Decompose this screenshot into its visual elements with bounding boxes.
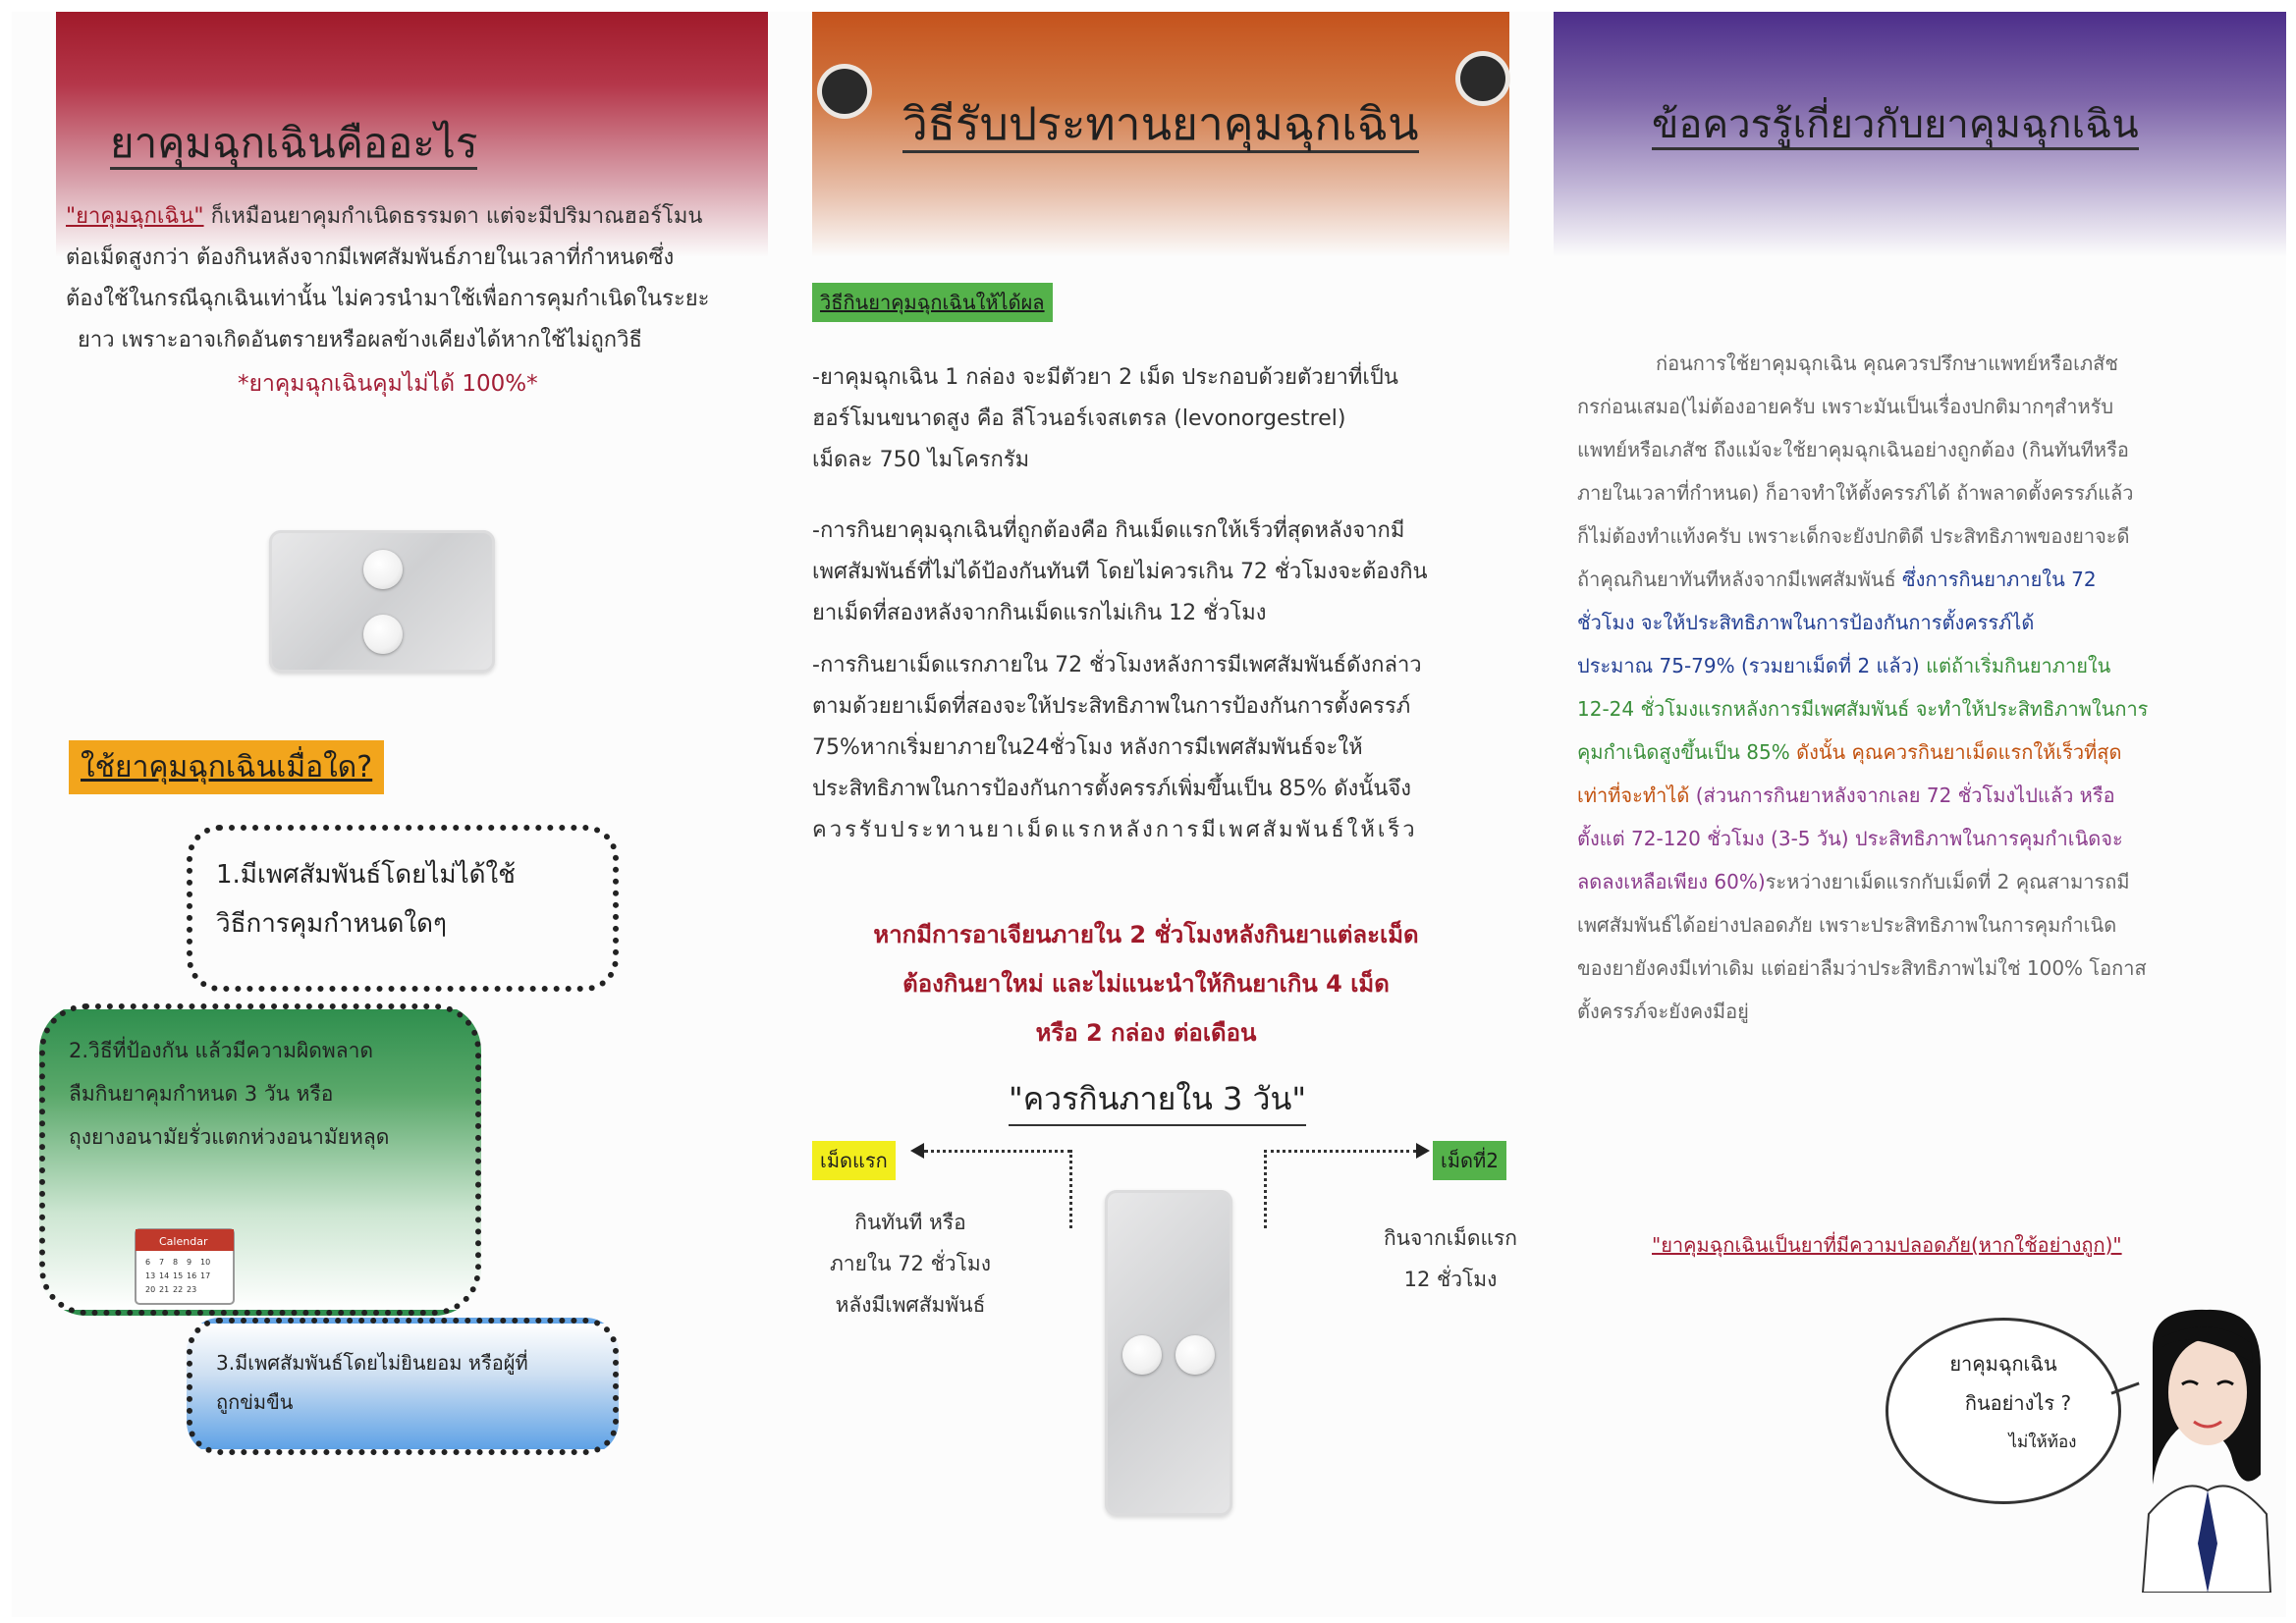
facts-segment: ก็ไม่ต้องทำแท้งครับ เพราะเด็กจะยังปกติดี ประสิทธิภาพของยาจะดี: [1577, 524, 2130, 548]
facts-line: [1577, 601, 2265, 644]
facts-line: [1577, 860, 2265, 903]
timing-paragraph: -การกินยาคุมฉุกเฉินที่ถูกต้องคือ กินเม็ดแรกให้เร็วที่สุดหลังจากมี เพศสัมพันธ์ที่ไม่ได้ป้องกันทันที โดยไม่ควรเกิน 72 ชั่วโมงจะต้องกิน ยาเม็ดที่สองหลังจากกินเม็ดแรกไม่เกิน 12 ชั่วโมง: [812, 518, 1428, 625]
calendar-label: Calendar: [159, 1235, 208, 1248]
facts-segment: ตั้งแต่ 72-120 ชั่วโมง (3-5 วัน) ประสิทธิภาพในการคุมกำเนิดจะ: [1577, 827, 2123, 850]
intro-line-4: ยาว เพราะอาจเกิดอันตรายหรือผลข้างเคียงได้หากใช้ไม่ถูกวิธี: [78, 328, 642, 352]
calendar-icon: [130, 1219, 247, 1310]
svg-text:20: 20: [145, 1285, 156, 1294]
facts-segment: (ส่วนการกินยาหลังจากเลย 72 ชั่วโมงไปแล้ว หรือ: [1695, 784, 2115, 807]
panel2-title: วิธีรับประทานยาคุมฉุกเฉิน: [902, 98, 1419, 153]
facts-line: [1577, 817, 2265, 860]
case-card-2: 2.วิธีที่ป้องกัน แล้วมีความผิดพลาด ลืมกินยาคุมกำหนด 3 วัน หรือ ถุงยางอนามัยรั่วแตกห่วงอนามัยหลุด: [39, 1003, 481, 1316]
case-card-3: 3.มีเพศสัมพันธ์โดยไม่ยินยอม หรือผู้ที่ ถูกข่มขืน: [187, 1318, 619, 1455]
first-pill-instructions: กินทันที หรือ ภายใน 72 ชั่วโมง หลังมีเพศสัมพันธ์: [829, 1211, 992, 1317]
facts-segment: คุมกำเนิดสูงขึ้นเป็น 85%: [1577, 740, 1797, 764]
svg-text:10: 10: [200, 1258, 211, 1267]
facts-segment: ดังนั้น คุณควรกินยาเม็ดแรกให้เร็วที่สุด: [1796, 740, 2122, 764]
facts-segment: ซึ่งการกินยาภายใน 72: [1902, 568, 2097, 591]
facts-line: [1577, 947, 2265, 990]
arrow-right-icon: [1416, 1143, 1430, 1159]
warning-text: *ยาคุมฉุกเฉินคุมไม่ได้ 100%*: [238, 371, 538, 397]
intro-line-1: "ยาคุมฉุกเฉิน" ก็เหมือนยาคุมกำเนิดธรรมดา แต่จะมีปริมาณฮอร์โมน: [66, 204, 703, 229]
facts-segment: กรก่อนเสมอ(ไม่ต้องอายครับ เพราะมันเป็นเรื่องปกติมากๆสำหรับ: [1577, 395, 2114, 418]
facts-segment: ชั่วโมง จะให้ประสิทธิภาพในการป้องกันการตั้งครรภ์ได้: [1577, 611, 2035, 634]
panel1-title: ยาคุมฉุกเฉินคืออะไร: [110, 120, 477, 170]
speech-bubble: ยาคุมฉุกเฉิน กินอย่างไร ? ไม่ให้ท้อง: [1886, 1318, 2121, 1504]
facts-segment: ภายในเวลาที่กำหนด) ก็อาจทำให้ตั้งครรภ์ได้ ถ้าพลาดตั้งครรภ์แล้ว: [1577, 481, 2134, 505]
svg-text:16: 16: [187, 1271, 197, 1280]
connector-line: [1069, 1150, 1072, 1228]
facts-line: [1577, 644, 2265, 687]
facts-segment: แพทย์หรือเภสัช ถึงแม้จะใช้ยาคุมฉุกเฉินอย่างถูกต้อง (กินทันทีหรือ: [1577, 438, 2129, 461]
svg-text:7: 7: [159, 1258, 165, 1267]
svg-text:8: 8: [173, 1258, 179, 1267]
punch-hole: [822, 69, 867, 114]
svg-text:21: 21: [159, 1285, 170, 1294]
connector-line: [924, 1150, 1071, 1153]
svg-text:6: 6: [145, 1258, 151, 1267]
svg-text:14: 14: [159, 1271, 170, 1280]
facts-segment: ตั้งครรภ์จะยังคงมีอยู่: [1577, 1000, 1749, 1023]
facts-line: [1577, 558, 2265, 601]
pill: [363, 550, 403, 589]
intro-highlight: "ยาคุมฉุกเฉิน": [66, 204, 204, 229]
facts-segment: แต่ถ้าเริ่มกินยาภายใน: [1926, 654, 2111, 677]
arrow-left-icon: [910, 1143, 924, 1159]
howto-subheading: วิธีกินยาคุมฉุกเฉินให้ได้ผล: [812, 283, 1053, 322]
facts-line: [1577, 687, 2265, 730]
connector-line: [1264, 1150, 1267, 1228]
pill: [1175, 1335, 1215, 1375]
vomit-warning: หากมีการอาเจียนภายใน 2 ชั่วโมงหลังกินยาแต่ละเม็ด ต้องกินยาใหม่ และไม่แนะนำให้กินยาเกิน 4 เม็ด หรือ 2 กล่อง ต่อเดือน: [873, 921, 1419, 1047]
safety-note: "ยาคุมฉุกเฉินเป็นยาที่มีความปลอดภัย(หากใช้อย่างถูก)": [1652, 1233, 2122, 1257]
facts-segment: 12-24 ชั่วโมงแรกหลังการมีเพศสัมพันธ์ จะทำให้ประสิทธิภาพในการ: [1577, 697, 2149, 721]
brochure-sheet: [12, 12, 2286, 1617]
facts-segment: ถ้าคุณกินยาทันทีหลังจากมีเพศสัมพันธ์: [1577, 568, 1903, 591]
svg-text:13: 13: [145, 1271, 156, 1280]
panel3-title: ข้อควรรู้เกี่ยวกับยาคุมฉุกเฉิน: [1652, 102, 2139, 150]
second-pill-instructions: กินจากเม็ดแรก 12 ชั่วโมง: [1383, 1226, 1518, 1291]
facts-segment: ระหว่างยาเม็ดแรกกับเม็ดที่ 2 คุณสามารถมี: [1765, 870, 2130, 893]
intro-line-3: ต้องใช้ในกรณีฉุกเฉินเท่านั้น ไม่ควรนำมาใช้เพื่อการคุมกำเนิดในระยะ: [66, 287, 710, 311]
facts-line: [1577, 774, 2265, 817]
take-within-quote: "ควรกินภายใน 3 วัน": [1009, 1074, 1306, 1126]
facts-line: [1577, 514, 2265, 558]
pill: [1122, 1335, 1162, 1375]
second-pill-label: เม็ดที่2: [1433, 1141, 1506, 1180]
facts-segment: เพศสัมพันธ์ได้อย่างปลอดภัย เพราะประสิทธิภาพในการคุมกำเนิด: [1577, 913, 2117, 937]
panel-how-to-take: [773, 12, 1519, 1617]
intro-line-2: ต่อเม็ดสูงกว่า ต้องกินหลังจากมีเพศสัมพันธ์ภายในเวลาที่กำหนดซึ่ง: [66, 245, 675, 270]
facts-line: [1577, 428, 2265, 471]
student-illustration: [2123, 1308, 2286, 1593]
pill-blister-vertical-image: [1105, 1190, 1232, 1516]
svg-text:23: 23: [187, 1285, 197, 1294]
facts-segment: เท่าที่จะทำได้: [1577, 784, 1696, 807]
connector-line: [1264, 1150, 1416, 1153]
pill: [363, 615, 403, 654]
facts-line: [1577, 471, 2265, 514]
case-card-1: 1.มีเพศสัมพันธ์โดยไม่ได้ใช้ วิธีการคุมกำหนดใดๆ: [187, 825, 619, 992]
dosage-paragraph: -ยาคุมฉุกเฉิน 1 กล่อง จะมีตัวยา 2 เม็ด ประกอบด้วยตัวยาที่เป็น ฮอร์โมนขนาดสูง คือ ลีโวนอร์เจสเตรล (levonorgestrel) เม็ดละ 750 ไมโครกรัม: [812, 365, 1398, 472]
when-heading: ใช้ยาคุมฉุกเฉินเมื่อใด?: [69, 740, 384, 794]
svg-text:22: 22: [173, 1285, 184, 1294]
facts-segment: ประมาณ 75-79% (รวมยาเม็ดที่ 2 แล้ว): [1577, 654, 1927, 677]
svg-text:15: 15: [173, 1271, 184, 1280]
panel-what-is: [12, 12, 768, 1617]
facts-segment: ลดลงเหลือเพียง 60%): [1577, 870, 1766, 893]
intro-paragraph: [66, 196, 758, 361]
svg-text:9: 9: [187, 1258, 192, 1267]
pill-blister-image: [269, 530, 495, 673]
facts-paragraph: [1577, 342, 2265, 1033]
facts-line: [1577, 342, 2265, 385]
facts-line: [1577, 990, 2265, 1033]
facts-line: [1577, 385, 2265, 428]
first-pill-label: เม็ดแรก: [812, 1141, 896, 1180]
facts-line: [1577, 730, 2265, 774]
facts-segment: ก่อนการใช้ยาคุมฉุกเฉิน คุณควรปรึกษาแพทย์หรือเภสัช: [1656, 352, 2118, 375]
punch-hole: [1460, 56, 1505, 101]
svg-text:17: 17: [200, 1271, 211, 1280]
efficacy-paragraph: -การกินยาเม็ดแรกภายใน 72 ชั่วโมงหลังการมีเพศสัมพันธ์ดังกล่าว ตามด้วยยาเม็ดที่สองจะให้ประสิทธิภาพในการป้องกันการตั้งครรภ์ 75%หากเริ่มยาภายใน24ชั่วโมง หลังการมีเพศสัมพันธ์จะให้ ประสิทธิภาพในการป้องกันการตั้งครรภ์เพิ่มขึ้นเป็น 85% ดังนั้นจึง ควรรับประทานยาเม็ดแรกหลังการมีเพศสัมพันธ์ให้เร็ว: [812, 653, 1422, 842]
facts-segment: ของยายังคงมีเท่าเดิม แต่อย่าลืมว่าประสิทธิภาพไม่ใช่ 100% โอกาส: [1577, 956, 2147, 980]
facts-line: [1577, 903, 2265, 947]
